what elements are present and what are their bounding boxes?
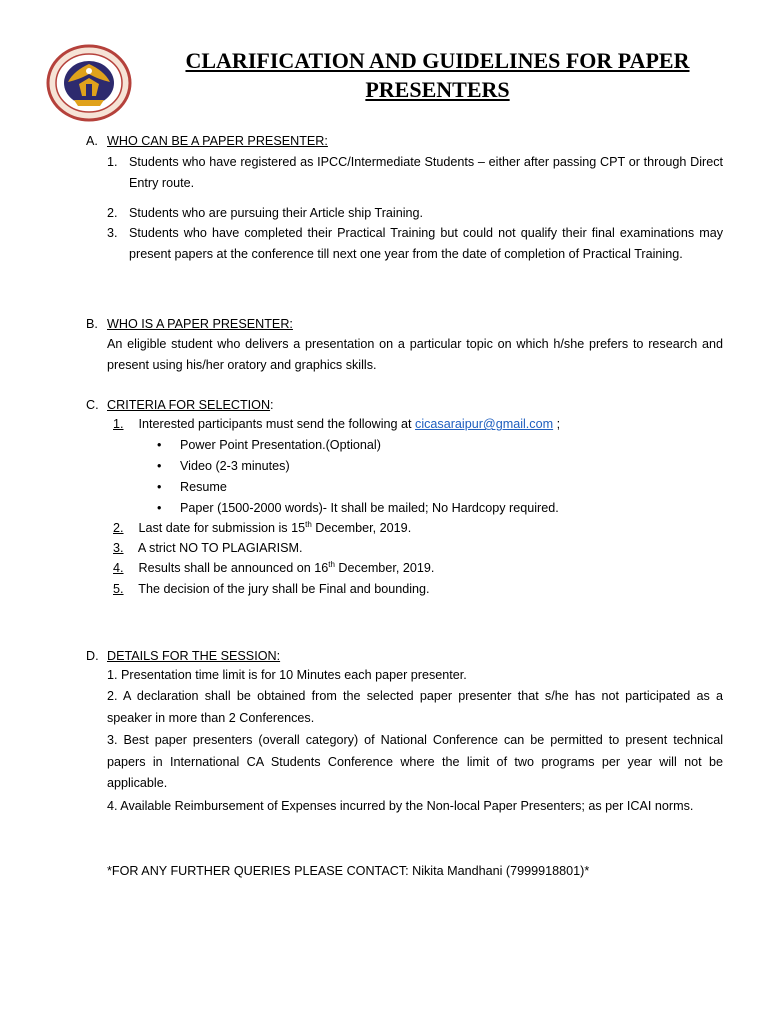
- item-text: A strict NO TO PLAGIARISM.: [137, 541, 303, 555]
- item-text-end: December, 2019.: [334, 561, 435, 575]
- bullet-marker: •: [157, 438, 162, 452]
- email-link[interactable]: cicasaraipur@gmail.com: [415, 417, 554, 431]
- bullet-marker: •: [157, 501, 162, 515]
- heading-colon: :: [270, 398, 274, 412]
- session-detail-2: 2. A declaration shall be obtained from the selected paper presenter that s/he has not participated as a speaker in more than 2 Conferences.: [107, 689, 723, 725]
- bullet-item: [157, 438, 381, 452]
- item-number: 2.: [107, 206, 118, 220]
- section-b-heading: [86, 317, 293, 331]
- session-detail-1: 1. Presentation time limit is for 10 Minutes each paper presenter.: [107, 668, 467, 682]
- contact-line: *FOR ANY FURTHER QUERIES PLEASE CONTACT: Nikita Mandhani (7999918801)*: [107, 864, 590, 878]
- section-d-heading: [86, 649, 280, 663]
- criteria-item-1: [113, 417, 560, 431]
- section-letter: B.: [86, 317, 98, 331]
- session-detail-4: 4. Available Reimbursement of Expenses incurred by the Non-local Paper Presenters; as per ICAI norms.: [107, 799, 694, 813]
- bullet-marker: •: [157, 480, 162, 494]
- item-text: The decision of the jury shall be Final and bounding.: [138, 582, 430, 596]
- section-b-paragraph: An eligible student who delivers a presentation on a particular topic on which h/she prefers to research and present using his/her oratory and graphics skills.: [107, 337, 723, 372]
- ordinal-suffix: th: [305, 519, 312, 529]
- bullet-text: Paper (1500-2000 words)- It shall be mailed; No Hardcopy required.: [180, 501, 559, 515]
- item-text: Students who have completed their Practical Training but could not qualify their final examinations may present papers at the conference till next one year from the date of completion of Practical Training.: [129, 226, 723, 261]
- item-text: Students who are pursuing their Article ship Training.: [129, 206, 424, 220]
- criteria-item-2: [113, 521, 411, 535]
- title-line-2: PRESENTERS: [365, 77, 510, 102]
- bullet-text: Resume: [180, 480, 227, 494]
- item-number: 4.: [113, 561, 124, 575]
- item-text-end: December, 2019.: [311, 521, 412, 535]
- section-heading-text: WHO CAN BE A PAPER PRESENTER:: [107, 134, 328, 148]
- bullet-text: Power Point Presentation.(Optional): [180, 438, 381, 452]
- item-number: 2.: [113, 521, 124, 535]
- bullet-item: [157, 459, 290, 473]
- item-number: 1.: [113, 417, 124, 431]
- bullet-item: [157, 501, 559, 515]
- bullet-item: [157, 480, 227, 494]
- section-letter: A.: [86, 134, 98, 148]
- item-text: Interested participants must send the following at: [138, 417, 412, 431]
- item-text: Last date for submission is 15: [138, 521, 306, 535]
- bullet-text: Video (2-3 minutes): [180, 459, 290, 473]
- session-detail-3: 3. Best paper presenters (overall category) of National Conference can be permitted to present technical papers in International CA Students Conference where the limit of two programs per year will not be applicable.: [107, 733, 723, 790]
- item-number: 3.: [113, 541, 124, 555]
- institute-logo-icon: [46, 44, 132, 122]
- item-number: 3.: [107, 226, 118, 240]
- section-heading-text: CRITERIA FOR SELECTION: [107, 398, 271, 412]
- section-heading-text: DETAILS FOR THE SESSION:: [107, 649, 281, 663]
- criteria-item-4: [113, 561, 434, 575]
- list-item: [107, 223, 723, 264]
- item-number: 5.: [113, 582, 124, 596]
- bullet-marker: •: [157, 459, 162, 473]
- section-a-heading: [86, 134, 328, 148]
- criteria-item-5: [113, 582, 430, 596]
- ordinal-suffix: th: [328, 559, 335, 569]
- list-item: [107, 203, 723, 224]
- item-number: 1.: [107, 155, 118, 169]
- item-text: Students who have registered as IPCC/Intermediate Students – either after passing CPT or through Direct Entry route.: [129, 155, 723, 190]
- section-heading-text: WHO IS A PAPER PRESENTER:: [107, 317, 293, 331]
- title-line-1: CLARIFICATION AND GUIDELINES FOR PAPER: [185, 48, 690, 73]
- page-title: [150, 46, 725, 104]
- criteria-item-3: [113, 541, 303, 555]
- item-suffix: ;: [553, 417, 561, 431]
- section-letter: D.: [86, 649, 99, 663]
- list-item: [107, 152, 723, 193]
- section-letter: C.: [86, 398, 99, 412]
- item-text: Results shall be announced on 16: [138, 561, 329, 575]
- section-c-heading: [86, 398, 274, 412]
